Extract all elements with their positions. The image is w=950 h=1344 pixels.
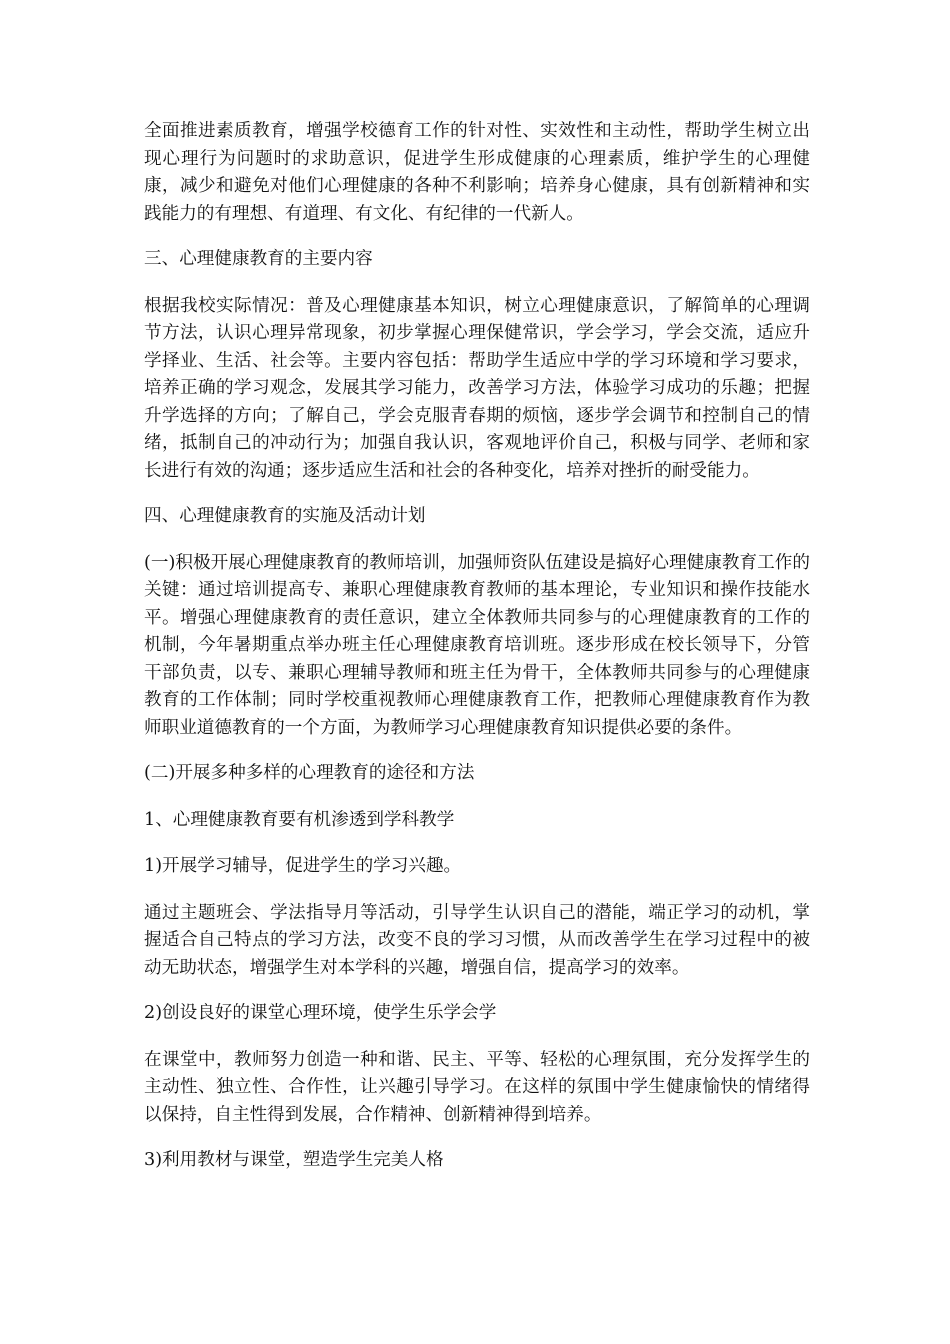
paragraph-goal: 全面推进素质教育，增强学校德育工作的针对性、实效性和主动性，帮助学生树立出现心理行为问题时的求助意识，促进学生形成健康的心理素质，维护学生的心理健康，减少和避免对他们心理健康的各种不利影响；培养身心健康，具有创新精神和实践能力的有理想、有道理、有文化、有纪律的一代新人。 [144, 121, 810, 224]
section-heading-implementation: 四、心理健康教育的实施及活动计划 [144, 506, 426, 526]
item-heading-classroom-environment: 2)创设良好的课堂心理环境，使学生乐学会学 [144, 1003, 497, 1023]
section-heading-main-content: 三、心理健康教育的主要内容 [144, 249, 373, 269]
paragraph-classroom-environment: 在课堂中，教师努力创造一种和谐、民主、平等、轻松的心理氛围，充分发挥学生的主动性、独立性、合作性，让兴趣引导学习。在这样的氛围中学生健康愉快的情绪得以保持，自主性得到发展，合作精神、创新精神得到培养。 [144, 1049, 810, 1125]
paragraph-main-content: 根据我校实际情况：普及心理健康基本知识，树立心理健康意识，了解简单的心理调节方法，认识心理异常现象，初步掌握心理保健常识，学会学习，学会交流，适应升学择业、生活、社会等。主要内容包括：帮助学生适应中学的学习环境和学习要求，培养正确的学习观念，发展其学习能力，改善学习方法，体验学习成功的乐趣；把握升学选择的方向；了解自己，学会克服青春期的烦恼，逐步学会调节和控制自己的情绪，抵制自己的冲动行为；加强自我认识，客观地评价自己，积极与同学、老师和家长进行有效的沟通；逐步适应生活和社会的各种变化，培养对挫折的耐受能力。 [144, 295, 810, 481]
subheading-subject-teaching: 1、心理健康教育要有机渗透到学科教学 [144, 809, 455, 830]
paragraph-teacher-training: (一)积极开展心理健康教育的教师培训，加强师资队伍建设是搞好心理健康教育工作的关键：通过培训提高专、兼职心理健康教育教师的基本理论，专业知识和操作技能水平。增强心理健康教育的责任意识，建立全体教师共同参与的心理健康教育的工作的机制，今年暑期重点举办班主任心理健康教育培训班。逐步形成在校长领导下，分管干部负责，以专、兼职心理辅导教师和班主任为骨干，全体教师共同参与的心理健康教育的工作体制；同时学校重视教师心理健康教育工作，把教师心理健康教育作为教师职业道德教育的一个方面，为教师学习心理健康教育知识提供必要的条件。 [144, 552, 810, 738]
item-heading-textbook-personality: 3)利用教材与课堂，塑造学生完美人格 [144, 1150, 444, 1170]
item-heading-learning-guidance: 1)开展学习辅导，促进学生的学习兴趣。 [144, 856, 462, 876]
document-page [144, 118, 810, 1194]
subheading-methods: (二)开展多种多样的心理教育的途径和方法 [144, 763, 475, 783]
paragraph-learning-guidance: 通过主题班会、学法指导月等活动，引导学生认识自己的潜能，端正学习的动机，掌握适合自己特点的学习方法，改变不良的学习习惯，从而改善学生在学习过程中的被动无助状态，增强学生对本学科的兴趣，增强自信，提高学习的效率。 [144, 902, 810, 978]
